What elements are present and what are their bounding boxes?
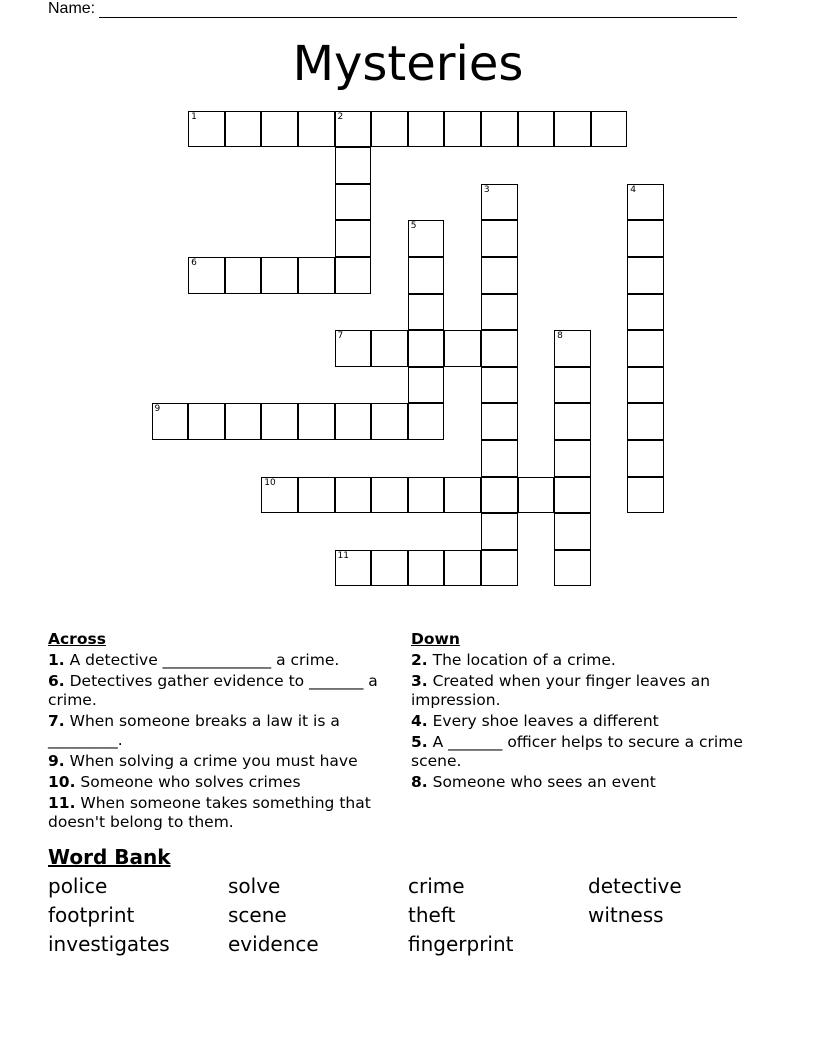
crossword-cell[interactable]: [188, 111, 225, 148]
crossword-cell[interactable]: [408, 220, 445, 257]
crossword-cell[interactable]: [408, 403, 445, 440]
word-bank-item: solve: [228, 874, 281, 898]
clue-down-4: 4. Every shoe leaves a different: [411, 712, 659, 730]
crossword-cell[interactable]: [481, 403, 518, 440]
word-bank-item: investigates: [48, 932, 170, 956]
cell-number: 9: [154, 404, 161, 415]
crossword-cell[interactable]: [298, 477, 335, 514]
crossword-cell[interactable]: [408, 367, 445, 404]
cell-number: 2: [337, 111, 344, 122]
crossword-cell[interactable]: [335, 257, 372, 294]
crossword-cell[interactable]: [261, 111, 298, 148]
cell-number: 5: [410, 221, 417, 232]
clue-across-11: 11. When someone takes something that doesn't belong to them.: [48, 794, 371, 831]
crossword-cell[interactable]: [627, 440, 664, 477]
crossword-cell[interactable]: [408, 294, 445, 331]
cell-number: 6: [191, 257, 197, 268]
word-bank-item: theft: [408, 903, 456, 927]
crossword-cell[interactable]: [261, 477, 298, 514]
word-bank-title: Word Bank: [48, 845, 171, 869]
crossword-cell[interactable]: [518, 477, 555, 514]
crossword-cell[interactable]: [335, 220, 372, 257]
crossword-cell[interactable]: [554, 440, 591, 477]
crossword-cell[interactable]: [335, 403, 372, 440]
crossword-cell[interactable]: [481, 294, 518, 331]
crossword-cell[interactable]: [261, 257, 298, 294]
crossword-cell[interactable]: [481, 184, 518, 221]
clue-across-7: 7. When someone breaks a law it is a _________.: [48, 712, 340, 749]
crossword-cell[interactable]: [518, 111, 555, 148]
crossword-cell[interactable]: [627, 220, 664, 257]
crossword-cell[interactable]: [371, 111, 408, 148]
crossword-cell[interactable]: [627, 294, 664, 331]
word-bank-item: detective: [588, 874, 682, 898]
clue-down-3: 3. Created when your finger leaves an impression.: [411, 672, 711, 709]
crossword-cell[interactable]: [554, 367, 591, 404]
crossword-cell[interactable]: [554, 513, 591, 550]
crossword-cell[interactable]: [481, 257, 518, 294]
clue-across-9: 9. When solving a crime you must have: [48, 752, 358, 770]
word-bank-item: evidence: [228, 932, 319, 956]
crossword-cell[interactable]: [481, 330, 518, 367]
crossword-cell[interactable]: [335, 147, 372, 184]
crossword-cell[interactable]: [371, 330, 408, 367]
cell-number: 4: [630, 184, 637, 195]
name-label: Name:: [48, 0, 96, 17]
crossword-cell[interactable]: [408, 550, 445, 587]
word-bank-item: footprint: [48, 903, 135, 927]
crossword-cell[interactable]: [481, 550, 518, 587]
crossword-cell[interactable]: [152, 403, 189, 440]
crossword-cell[interactable]: [444, 330, 481, 367]
crossword-cell[interactable]: [627, 330, 664, 367]
crossword-cell[interactable]: [444, 477, 481, 514]
word-bank-item: scene: [228, 903, 287, 927]
crossword-cell[interactable]: [481, 220, 518, 257]
crossword-cell[interactable]: [225, 111, 262, 148]
crossword-cell[interactable]: [298, 257, 335, 294]
crossword-cell[interactable]: [554, 111, 591, 148]
word-bank-item: crime: [408, 874, 465, 898]
cell-number: 11: [337, 550, 349, 561]
crossword-cell[interactable]: [627, 257, 664, 294]
crossword-cell[interactable]: [408, 111, 445, 148]
page-title: Mysteries: [292, 36, 524, 92]
crossword-cell[interactable]: [225, 257, 262, 294]
crossword-cell[interactable]: [371, 477, 408, 514]
crossword-cell[interactable]: [627, 403, 664, 440]
crossword-cell[interactable]: [188, 403, 225, 440]
crossword-cell[interactable]: [554, 550, 591, 587]
down-heading: Down: [411, 630, 460, 648]
clue-down-2: 2. The location of a crime.: [411, 651, 616, 669]
crossword-cell[interactable]: [554, 477, 591, 514]
crossword-cell[interactable]: [481, 367, 518, 404]
crossword-cell[interactable]: [335, 111, 372, 148]
clue-down-8: 8. Someone who sees an event: [411, 773, 656, 791]
word-bank-item: police: [48, 874, 108, 898]
crossword-cell[interactable]: [298, 403, 335, 440]
crossword-cell[interactable]: [627, 367, 664, 404]
crossword-cell[interactable]: [591, 111, 628, 148]
crossword-cell[interactable]: [188, 257, 225, 294]
crossword-cell[interactable]: [371, 403, 408, 440]
word-bank-item: fingerprint: [408, 932, 514, 956]
word-bank: [48, 874, 768, 956]
cell-number: 1: [191, 111, 197, 122]
crossword-cell[interactable]: [444, 111, 481, 148]
crossword-cell[interactable]: [408, 257, 445, 294]
clue-across-1: 1. A detective ______________ a crime.: [48, 651, 340, 669]
crossword-cell[interactable]: [408, 477, 445, 514]
word-bank-item: witness: [588, 903, 664, 927]
crossword-cell[interactable]: [408, 330, 445, 367]
crossword-cell[interactable]: [225, 403, 262, 440]
crossword-cell[interactable]: [298, 111, 335, 148]
crossword-cell[interactable]: [627, 184, 664, 221]
crossword-cell[interactable]: [335, 330, 372, 367]
crossword-cell[interactable]: [481, 440, 518, 477]
clue-down-5: 5. A _______ officer helps to secure a crime scene.: [411, 733, 743, 770]
crossword-cell[interactable]: [627, 477, 664, 514]
crossword-cell[interactable]: [261, 403, 298, 440]
crossword-cell[interactable]: [444, 550, 481, 587]
crossword-cell[interactable]: [554, 403, 591, 440]
crossword-cell[interactable]: [554, 330, 591, 367]
crossword-cell[interactable]: [481, 513, 518, 550]
cell-number: 8: [557, 331, 563, 342]
crossword-cell[interactable]: [481, 477, 518, 514]
crossword-cell[interactable]: [371, 550, 408, 587]
across-heading: Across: [48, 630, 106, 648]
crossword-cell[interactable]: [481, 111, 518, 148]
cell-number: 3: [483, 184, 490, 195]
crossword-cell[interactable]: [335, 184, 372, 221]
clue-across-6: 6. Detectives gather evidence to _______ a crime.: [48, 672, 378, 709]
clue-across-10: 10. Someone who solves crimes: [48, 773, 301, 791]
crossword-cell[interactable]: [335, 477, 372, 514]
cell-number: 10: [264, 477, 276, 488]
down-clues: [411, 630, 751, 794]
crossword-cell[interactable]: [335, 550, 372, 587]
across-clues: [48, 630, 398, 834]
cell-number: 7: [337, 331, 344, 342]
